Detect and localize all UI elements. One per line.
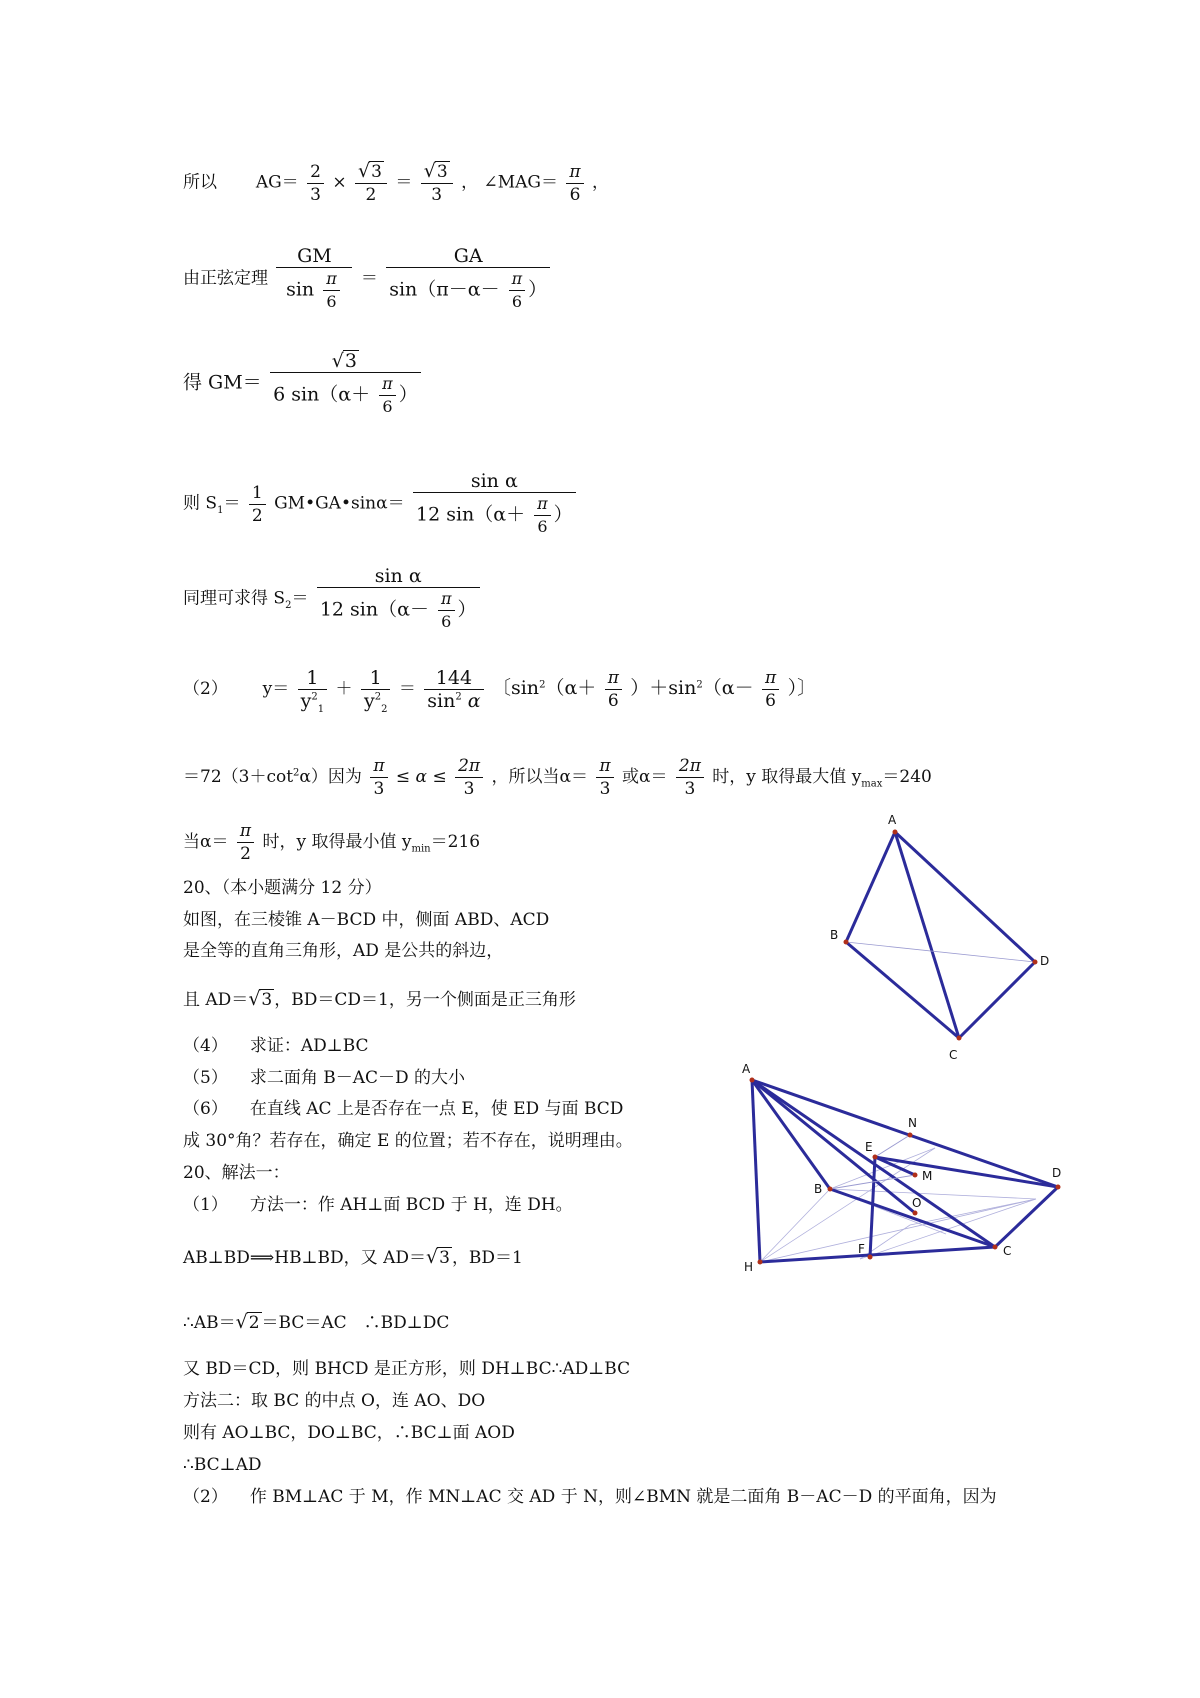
y-equation: （2） y＝ $\frac{1}{y^2_1}$ ＋ $\frac{1}{y^2_2}$ ＝ $\frac{144}{\sin^2 \alpha}$ 〔$\sin^2(\alpha+$ $\frac{\pi}{6}$ ）$+\sin^2(\alpha-$ $\frac{\pi}{6}$ ）〕 xyxy=(183,667,817,715)
frac-2-3: $\frac{2}{3}$ xyxy=(307,161,324,206)
s1-equation: 则 $S_1=$ $\frac{1}{2}$ GM•GA•sinα＝ sin α 12 sin（α＋ $\frac{\pi}{6}$ ） xyxy=(183,470,579,538)
s2-equation: 同理可求得 $S_2=$ sin α 12 sin（α－ $\frac{\pi}{6}$ ） xyxy=(183,565,483,633)
text-72: ＝72（3＋cot xyxy=(183,767,294,787)
edge-dc xyxy=(995,1187,1058,1247)
point-h xyxy=(758,1260,763,1265)
text-tongli: 同理可求得 S xyxy=(183,588,286,609)
label-o: O xyxy=(912,1196,922,1210)
eq-sign: ＝ xyxy=(395,172,413,193)
figure-solution xyxy=(740,1035,1100,1300)
frac-ga: GA sin（π－α－ $\frac{\pi}{6}$ ） xyxy=(386,245,550,313)
text-de-gm: 得 GM＝ xyxy=(183,371,262,394)
frac-gm-result: √3 6 sin（α＋ $\frac{\pi}{6}$ ） xyxy=(270,350,421,418)
figure-tetrahedron xyxy=(820,815,1060,1070)
point-b xyxy=(844,940,849,945)
frac-sqrt3-2: $\frac{√3}{2}$ xyxy=(355,160,387,206)
frac-pi-6: $\frac{\pi}{6}$ xyxy=(566,161,583,206)
sol-method1: （1） 方法一：作 AH⊥面 BCD 于 H，连 DH。 xyxy=(183,1195,573,1215)
hidden-he xyxy=(760,1148,935,1262)
label-d: D xyxy=(1052,1166,1062,1180)
frac-1-y1sq: $\frac{1}{y^2_1}$ xyxy=(298,667,327,712)
frac-s2: sin α 12 sin（α－ $\frac{\pi}{6}$ ） xyxy=(317,565,480,633)
y-eq: y＝ xyxy=(262,679,290,699)
point-d xyxy=(1033,960,1038,965)
sol-line7: ∴BC⊥AD xyxy=(183,1455,262,1475)
s1-rest: GM•GA•sinα＝ xyxy=(274,493,405,514)
point-o xyxy=(913,1211,918,1216)
edge-ao xyxy=(752,1080,915,1213)
q20-item6: （6） 在直线 AC 上是否存在一点 E，使 ED 与面 BCD xyxy=(183,1099,624,1119)
sol-line5: 方法二：取 BC 的中点 O，连 AO、DO xyxy=(183,1391,486,1411)
frac-2pi-3: $\frac{2\pi}{3}$ xyxy=(455,755,483,800)
frac-pi-3: $\frac{\pi}{3}$ xyxy=(370,755,387,800)
angle-mag-label: ∠MAG＝ xyxy=(483,172,558,193)
bracket-open: 〔sin xyxy=(491,677,540,699)
frac-2pi-3: $\frac{2\pi}{3}$ xyxy=(676,755,704,800)
label-a: A xyxy=(742,1062,751,1076)
edge-bd-hidden xyxy=(846,942,1035,962)
point-n xyxy=(908,1133,913,1138)
sol-line6: 则有 AO⊥BC，DO⊥BC，∴BC⊥面 AOD xyxy=(183,1423,515,1443)
sol-title: 20、解法一： xyxy=(183,1163,290,1183)
frac-pi-6: $\frac{\pi}{6}$ xyxy=(605,667,622,712)
q20-line1: 如图，在三棱锥 A－BCD 中，侧面 ABD、ACD xyxy=(183,910,550,930)
q20-title: 20、（本小题满分 12 分） xyxy=(183,878,382,898)
sol-line4: 又 BD＝CD，则 BHCD 是正方形，则 DH⊥BC∴AD⊥BC xyxy=(183,1359,631,1379)
frac-gm: GM sin $\frac{\pi}{6}$ xyxy=(276,245,352,313)
q20-item5: （5） 求二面角 B－AC－D 的大小 xyxy=(183,1068,466,1088)
sol-line8: （2） 作 BM⊥AC 于 M，作 MN⊥AC 交 AD 于 N，则∠BMN 就是二面角 B－AC－D 的平面角，因为 xyxy=(183,1487,997,1507)
q20-line2: 是全等的直角三角形，AD 是公共的斜边， xyxy=(183,941,504,961)
point-c xyxy=(993,1245,998,1250)
label-n: N xyxy=(908,1116,917,1130)
times-sign: × xyxy=(332,172,347,193)
q20-line3: 且 AD＝√3 ，BD＝CD＝1，另一个侧面是正三角形 xyxy=(183,988,576,1010)
eq-sign: ＝ xyxy=(360,268,378,289)
label-f: F xyxy=(858,1242,865,1256)
frac-144: $\frac{144}{\sin^2 \alpha}$ xyxy=(424,667,483,712)
max-equation: $=72(3+\cot^2\alpha)$因为 $\frac{\pi}{3}$ ≤ α ≤ $\frac{2\pi}{3}$ ，所以当α＝ $\frac{\pi}{3}$ 或α＝ $\frac{2\pi}{3}$ 时，y 取得最大值 $y_{max}=240$ xyxy=(183,756,932,799)
frac-s1: sin α 12 sin（α＋ $\frac{\pi}{6}$ ） xyxy=(413,470,576,538)
label-d: D xyxy=(1040,954,1050,968)
point-a xyxy=(750,1078,755,1083)
edge-hc xyxy=(760,1247,995,1262)
point-e xyxy=(873,1155,878,1160)
label-c: C xyxy=(1003,1244,1012,1258)
frac-pi-6: $\frac{\pi}{6}$ xyxy=(762,667,779,712)
ag-equation xyxy=(183,160,609,206)
label-h: H xyxy=(744,1260,754,1274)
label-b: B xyxy=(814,1182,823,1196)
frac-pi-3: $\frac{\pi}{3}$ xyxy=(596,755,613,800)
hidden-hb xyxy=(760,1189,830,1262)
comma: ， xyxy=(591,172,609,193)
frac-1-y2sq: $\frac{1}{y^2_2}$ xyxy=(361,667,390,712)
edge-cd xyxy=(959,962,1035,1038)
q20-item6b: 成 30°角？若存在，确定 E 的位置；若不存在，说明理由。 xyxy=(183,1131,633,1151)
label-c: C xyxy=(949,1048,958,1062)
gm-equation xyxy=(183,350,424,418)
edge-ah xyxy=(752,1080,760,1262)
text-sine-rule: 由正弦定理 xyxy=(183,268,268,289)
label-b: B xyxy=(830,928,839,942)
min-equation: 当α＝ $\frac{\pi}{2}$ 时，y 取得最小值 $y_{min}=216$ xyxy=(183,821,481,864)
edge-bc xyxy=(846,942,959,1038)
sol-line3: ∴AB＝√2 ＝BC＝AC ∴BD⊥DC xyxy=(183,1311,450,1333)
item-2: （2） xyxy=(183,679,228,699)
edge-en xyxy=(875,1135,910,1157)
point-a xyxy=(893,830,898,835)
frac-1-2: $\frac{1}{2}$ xyxy=(249,482,266,527)
hidden-bd xyxy=(830,1189,1036,1199)
text-so: 所以 xyxy=(183,172,217,193)
text-ze-s1: 则 S xyxy=(183,493,218,514)
label-e: E xyxy=(865,1140,873,1154)
point-f xyxy=(868,1255,873,1260)
edge-ab xyxy=(846,832,895,942)
sine-rule-equation xyxy=(183,245,553,313)
frac-pi-2: $\frac{\pi}{2}$ xyxy=(237,820,254,865)
point-m xyxy=(913,1173,918,1178)
point-b xyxy=(828,1187,833,1192)
label-a: A xyxy=(888,815,897,827)
sol-line2: AB⊥BD⟹HB⊥BD，又 AD＝√3 ，BD＝1 xyxy=(183,1246,523,1268)
text-when: 当α＝ xyxy=(183,832,229,852)
q20-item4: （4） 求证：AD⊥BC xyxy=(183,1036,369,1056)
label-m: M xyxy=(922,1169,933,1183)
point-d xyxy=(1056,1185,1061,1190)
frac-sqrt3-3: $\frac{√3}{3}$ xyxy=(421,160,453,206)
ag-label: AG＝ xyxy=(255,172,299,193)
comma: ， xyxy=(461,172,479,193)
